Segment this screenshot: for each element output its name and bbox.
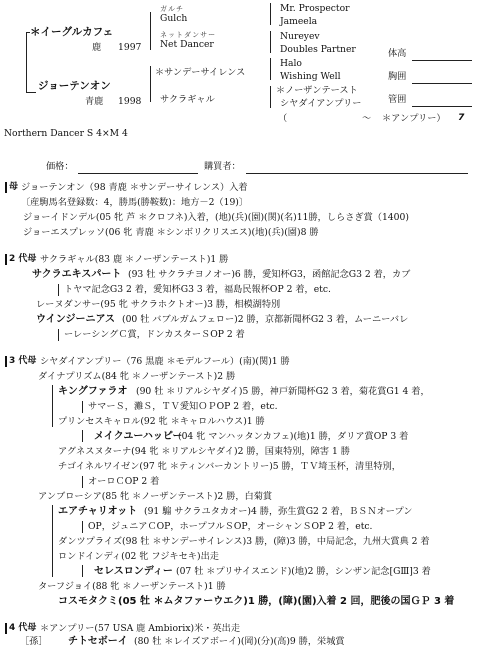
continuation-bar	[58, 284, 59, 296]
pedigree-connector	[150, 66, 151, 102]
4th-dam-line-chitose-boy: (80 牡 ＊レイズアボーイ)(岡)(分)(高)9 勝，栄城賞	[134, 636, 345, 647]
section-tag-great-granddam: 3 代母	[5, 356, 36, 367]
horse-make-you-happy: メイクユーハッピー	[94, 431, 183, 442]
granddam-foal-1: (93 牡 サクラチヨノオー)6 勝，愛知杯G3，函館記念G3 2 着，カブ	[128, 269, 411, 280]
sire-year: 1997	[118, 42, 142, 53]
continuation-bar	[82, 476, 83, 488]
inbreeding-note: Northern Dancer S 4×M 4	[4, 128, 128, 139]
ggd-foal-dyna-prism: ダイナプリズム(84 牝 ＊ノーザンテースト)2 勝	[38, 371, 236, 382]
ggd-line-king-pharaoh-cont: サマーＳ，灘Ｓ，ＴＶ愛知ＯＰOP 2 着，etc.	[88, 401, 278, 412]
branch-bar	[82, 430, 83, 442]
ggd-line-rondo-indy: ロンドインディ(02 牝 フジキセキ)出走	[58, 551, 219, 562]
sire-dam-ruby: ネットダンサー	[160, 31, 217, 39]
section-tag-granddam: 2 代母	[5, 254, 36, 265]
sire-name: ＊イーグルカフェ	[30, 26, 114, 38]
ggd-line-dantsu-prize: ダンツプライズ(98 牡 ＊サンデーサイレンス)3 勝，(障)3 勝，中局記念，九州大賞典 2 着	[58, 536, 430, 547]
continuation-bar	[58, 329, 59, 341]
sire-sire-ruby: ガルチ	[160, 5, 184, 13]
continuation-bar	[82, 521, 83, 533]
measure-cannon-line	[412, 106, 472, 107]
dam-year: 1998	[118, 96, 142, 107]
buyer-line	[246, 173, 468, 174]
dam-header: ジョーテンオン（98 青鹿 ＊サンデーサイレンス）入着	[21, 182, 248, 193]
g3-6: Wishing Well	[280, 71, 341, 82]
ggd-foal-turf-joy: ターフジョイ(88 牝 ＊ノーザンテースト)1 勝	[38, 581, 226, 592]
ggd-line-princess-carol: プリンセスキャロル(92 牝 ＊キャロルハウス)1 勝	[58, 416, 265, 427]
ggd-line-air-chariot-cont: OP，ジュニアＣOP，ホープフルＳOP，オーシャンＳOP 2 着，etc.	[88, 521, 373, 532]
family-number: 7	[458, 112, 465, 123]
g3-1: Mr. Prospector	[280, 3, 350, 14]
horse-win-genius: ウインジーニアス	[36, 314, 116, 325]
section-tag-dam: 母	[5, 182, 18, 193]
4th-dam-header: ＊アンプリー(57 USA 鹿 Ambiorix)米・英出走	[40, 623, 241, 634]
sire-coat: 鹿	[92, 42, 102, 53]
pedigree-connector	[270, 3, 271, 25]
horse-king-pharaoh: キングファラオ	[58, 386, 128, 397]
horse-cosmo-takumi: コスモタクミ(05 牡 ＊ムタファーウエク)1 勝，(障)(園)入着 2 回，肥後の国ＧＰ 3 着	[58, 596, 455, 607]
price-line	[78, 173, 198, 174]
great-granddam-header: シヤダイアンプリー（76 黒鹿 ＊モデルフール）(南)(関)1 勝	[40, 356, 290, 367]
grandchild-tag: ［孫］	[20, 636, 48, 647]
granddam-foal-1-cont: トヤマ記念G3 2 着，愛知杯G3 3 着，福島民報杯OP 2 着，etc.	[64, 284, 331, 295]
pedigree-connector	[270, 58, 271, 80]
horse-chitose-boy: チトセボーイ	[68, 636, 128, 647]
dam-name: ジョーテンオン	[38, 80, 111, 92]
g3-4: Doubles Partner	[280, 44, 356, 55]
ggd-line-agnes-nutana: アグネスヌターナ(94 牝 ＊リアルシヤダイ)2 勝，国東特別，障害 1 勝	[58, 446, 350, 457]
continuation-bar	[82, 401, 83, 413]
ggd-line-zigeuner: チゴイネルワイゼン(97 牝 ＊ティンバーカントリー)5 勝，ＴＶ埼玉杯，清里特別，	[58, 461, 401, 472]
measure-girth-line	[412, 83, 472, 84]
branch-bar	[52, 505, 53, 577]
dam-foal-1: ジョーイドンデル(05 牝 芦 ＊クロフネ)入着，(地)(兵)(園)(関)(名)11勝，しらさぎ賞（1400)	[23, 212, 409, 223]
horse-air-chariot: エアチャリオット	[58, 506, 138, 517]
granddam-foal-2: レーヌダンサー(95 牝 サクラホクトオー)3 勝，相模湖特別	[36, 299, 281, 310]
dam-stats: 〔産駒馬名登録数：4，勝馬(勝鞍数)：地方－2（19)〕	[21, 197, 249, 208]
granddam-header: サクラギャル(83 鹿 ＊ノーザンテースト)1 勝	[40, 254, 229, 265]
branch-bar	[82, 565, 83, 577]
ggd-line-air-chariot: (91 騸 サクラユタカオー)4 勝，弥生賞G2 2 着，ＢＳＮオープン	[144, 506, 413, 517]
price-label: 価格：	[46, 161, 74, 172]
g3-7: ＊ノーザンテースト	[276, 85, 358, 96]
pedigree-connector	[270, 86, 271, 108]
horse-celes-rondy: セレスロンディー	[94, 566, 173, 577]
paren-name: ＊アンプリー）	[382, 113, 446, 124]
ggd-line-make-you-happy: (04 牝 マンハッタンカフェ)(地)1 勝，ダリア賞OP 3 着	[178, 431, 409, 442]
dam-sire-name: ＊サンデーサイレンス	[155, 67, 246, 78]
measure-height-line	[412, 60, 472, 61]
pedigree-connector	[270, 31, 271, 53]
paren-open: （	[278, 113, 288, 124]
pedigree-connector	[150, 12, 151, 50]
ggd-line-king-pharaoh: (90 牡 ＊リアルシヤダイ)5 勝，神戸新聞杯G2 3 着，菊花賞G1 4 着，	[136, 386, 430, 397]
ggd-foal-ambrosia: アンブローシア(85 牝 ＊ノーザンテースト)2 勝，白菊賞	[38, 491, 273, 502]
g3-5: Halo	[280, 58, 302, 69]
buyer-label: 購買者：	[204, 161, 241, 172]
dam-foal-2: ジョーエスプレッソ(06 牝 青鹿 ＊シンボリクリスエス)(地)(兵)(園)8 勝	[23, 227, 319, 238]
g3-2: Jameela	[280, 16, 318, 27]
measure-cannon-label: 管囲	[388, 94, 407, 105]
sire-sire-name: Gulch	[160, 13, 188, 24]
dam-coat: 青鹿	[85, 96, 104, 107]
g3-3: Nureyev	[280, 31, 320, 42]
sire-dam-name: Net Dancer	[160, 39, 214, 50]
ggd-line-celes-rondy: (07 牡 ＊プリサイスエンド)(地)2 勝，シンザン記念[GⅢ]3 着	[176, 566, 431, 577]
paren-mid: ～	[362, 113, 372, 124]
measure-height-label: 体高	[388, 48, 407, 59]
pedigree-connector	[26, 32, 27, 93]
pedigree-connector	[26, 32, 30, 33]
ggd-line-zigeuner-cont: オーロＣOP 2 着	[88, 476, 160, 487]
dam-dam-name: サクラギャル	[160, 94, 215, 105]
section-tag-4th-dam: 4 代母	[5, 623, 36, 634]
g3-8: シヤダイアンプリー	[280, 98, 362, 109]
measure-girth-label: 胸囲	[388, 71, 407, 82]
horse-sakura-expert: サクラエキスパート	[32, 269, 122, 280]
granddam-foal-3: (00 牡 バブルガムフェロー)2 勝，京都新聞杯G2 3 着，ムーニーバレ	[122, 314, 409, 325]
granddam-foal-3-cont: ーレーシングＣ賞，ドンカスターＳOP 2 着	[64, 329, 245, 340]
branch-bar	[52, 385, 53, 427]
pedigree-connector	[26, 92, 36, 93]
